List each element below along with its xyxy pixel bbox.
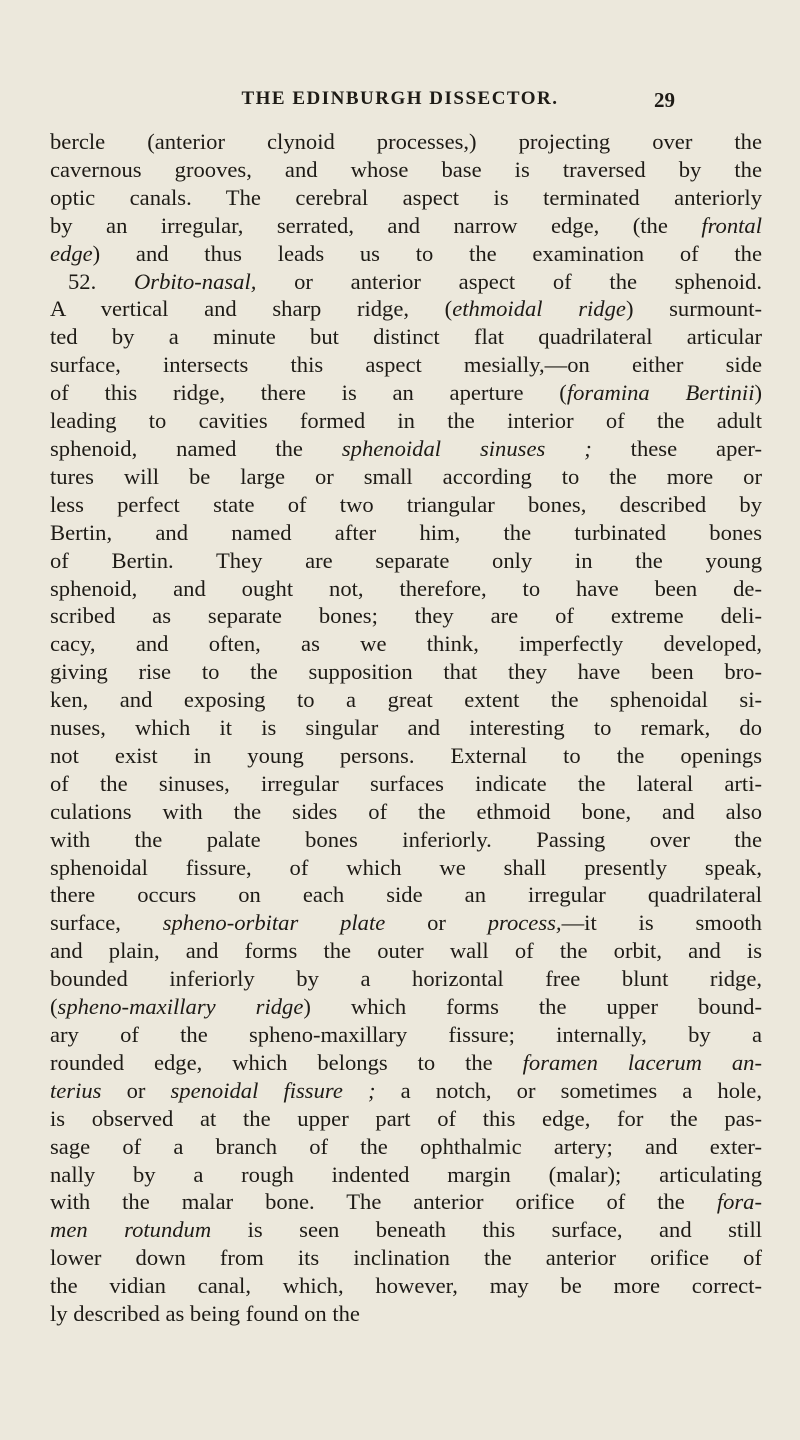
text-line — [50, 993, 762, 1021]
text-line — [50, 212, 762, 240]
text-run: of Bertin. They are separate only in the young — [50, 547, 762, 573]
text-run: ) which forms the upper bound- — [303, 994, 762, 1020]
text-line — [50, 854, 762, 882]
italic-term: process, — [487, 910, 562, 936]
text-line — [50, 826, 762, 854]
text-run: lower down from its inclination the anterior orifice of — [50, 1245, 762, 1271]
text-line — [50, 1300, 762, 1328]
text-run: there occurs on each side an irregular quadrilateral — [50, 882, 762, 908]
text-line — [50, 1244, 762, 1272]
text-line — [50, 1133, 762, 1161]
text-line — [50, 575, 762, 603]
text-run: A vertical and sharp ridge, ( — [50, 296, 453, 322]
text-line — [50, 658, 762, 686]
text-run: sphenoid, and ought not, therefore, to have been de- — [50, 575, 762, 601]
italic-term: edge — [50, 240, 93, 266]
text-run: culations with the sides of the ethmoid bone, and also — [50, 798, 762, 824]
text-line — [50, 547, 762, 575]
text-run: giving rise to the supposition that they have been bro- — [50, 659, 762, 685]
text-run: a notch, or sometimes a hole, — [375, 1077, 762, 1103]
page-header — [0, 88, 800, 118]
text-run: surface, intersects this aspect mesially,—on either side — [50, 352, 762, 378]
italic-term: spheno-orbitar plate — [162, 910, 386, 936]
text-run: ) and thus leads us to the examination of the — [92, 240, 762, 266]
text-line — [50, 323, 762, 351]
text-line — [50, 1049, 762, 1077]
text-line — [50, 463, 762, 491]
text-run: is observed at the upper part of this edge, for the pas- — [50, 1105, 762, 1131]
text-line — [50, 295, 762, 323]
text-run: sphenoidal fissure, of which we shall presently speak, — [50, 854, 762, 880]
text-run: scribed as separate bones; they are of extreme deli- — [50, 603, 762, 629]
text-run: nally by a rough indented margin (malar); articulating — [50, 1161, 762, 1187]
text-run: of the sinuses, irregular surfaces indicate the lateral arti- — [50, 770, 762, 796]
text-line — [50, 156, 762, 184]
italic-term: Orbito-nasal, — [133, 268, 257, 294]
text-run: surface, — [50, 910, 163, 936]
text-run: ly described as being found on the — [50, 1301, 360, 1327]
text-run: with the malar bone. The anterior orifice of the — [50, 1189, 717, 1215]
text-run: optic canals. The cerebral aspect is terminated anteriorly — [50, 184, 762, 210]
italic-term: sphenoidal sinuses ; — [341, 435, 592, 461]
text-run: the vidian canal, which, however, may be more correct- — [50, 1273, 762, 1299]
italic-term: men rotundum — [50, 1217, 212, 1243]
text-line — [50, 1021, 762, 1049]
text-line — [50, 519, 762, 547]
text-run: sage of a branch of the ophthalmic artery; and exter- — [50, 1133, 762, 1159]
text-line — [50, 686, 762, 714]
text-line — [50, 937, 762, 965]
text-line — [50, 435, 762, 463]
text-run: is seen beneath this surface, and still — [211, 1217, 762, 1243]
text-run: cacy, and often, as we think, imperfectly developed, — [50, 631, 762, 657]
text-run: these aper- — [591, 435, 762, 461]
text-line — [50, 909, 762, 937]
italic-term: foramen lacerum an- — [522, 1049, 762, 1075]
text-line — [50, 1077, 762, 1105]
italic-term: spheno-maxillary ridge — [57, 994, 304, 1020]
running-title: THE EDINBURGH DISSECTOR. — [241, 88, 559, 109]
text-line — [50, 630, 762, 658]
text-run: —it is smooth — [561, 910, 762, 936]
text-run: or — [385, 910, 488, 936]
text-line — [50, 1216, 762, 1244]
text-run: ary of the spheno-maxillary fissure; internally, by a — [50, 1022, 762, 1047]
text-line — [50, 1161, 762, 1189]
italic-term: terius — [50, 1077, 102, 1103]
text-line — [50, 714, 762, 742]
text-run: cavernous grooves, and whose base is traversed by the — [50, 156, 762, 182]
text-run: and plain, and forms the outer wall of the orbit, and is — [50, 938, 762, 964]
text-line — [50, 268, 762, 296]
text-line — [50, 1272, 762, 1300]
text-run: nuses, which it is singular and interesting to remark, do — [50, 715, 762, 741]
text-run: ( — [50, 994, 58, 1020]
text-run: tures will be large or small according to the more or — [50, 463, 762, 489]
text-run: or — [101, 1077, 171, 1103]
text-run: leading to cavities formed in the interior of the adult — [50, 408, 762, 434]
text-line — [50, 407, 762, 435]
text-run: less perfect state of two triangular bones, described by — [50, 491, 762, 517]
text-line — [50, 128, 762, 156]
text-line — [50, 240, 762, 268]
text-run: or anterior aspect of the sphenoid. — [256, 268, 762, 294]
text-run: not exist in young persons. External to the openings — [50, 742, 762, 768]
text-line — [50, 351, 762, 379]
text-run: 52. — [68, 268, 134, 294]
text-run: rounded edge, which belongs to the — [50, 1049, 523, 1075]
text-run: ) surmount- — [625, 296, 762, 322]
text-line — [50, 965, 762, 993]
text-line — [50, 770, 762, 798]
text-line — [50, 491, 762, 519]
text-run: ted by a minute but distinct flat quadrilateral articular — [50, 324, 762, 350]
italic-term: spenoidal fissure ; — [170, 1077, 376, 1103]
text-run: bercle (anterior clynoid processes,) projecting over the — [50, 129, 762, 154]
text-line — [50, 602, 762, 630]
text-run: bounded inferiorly by a horizontal free blunt ridge, — [50, 966, 762, 992]
body-text — [50, 128, 762, 1328]
text-line — [50, 184, 762, 212]
text-run: ken, and exposing to a great extent the sphenoidal si- — [50, 687, 762, 713]
text-line — [50, 379, 762, 407]
text-run: with the palate bones inferiorly. Passing over the — [50, 826, 762, 852]
text-line — [50, 798, 762, 826]
italic-term: frontal — [701, 212, 762, 238]
text-line — [50, 1188, 762, 1216]
text-line — [50, 1105, 762, 1133]
text-run: by an irregular, serrated, and narrow edge, (the — [50, 212, 702, 238]
page-number: 29 — [654, 88, 675, 112]
text-run: of this ridge, there is an aperture ( — [50, 380, 567, 406]
italic-term: ethmoidal ridge — [452, 296, 626, 322]
italic-term: fora- — [716, 1189, 762, 1215]
text-line — [50, 742, 762, 770]
text-run: ) — [754, 380, 763, 406]
text-run: sphenoid, named the — [50, 435, 342, 461]
text-run: Bertin, and named after him, the turbinated bones — [50, 519, 762, 545]
text-line — [50, 881, 762, 909]
italic-term: foramina Bertinii — [566, 380, 755, 406]
